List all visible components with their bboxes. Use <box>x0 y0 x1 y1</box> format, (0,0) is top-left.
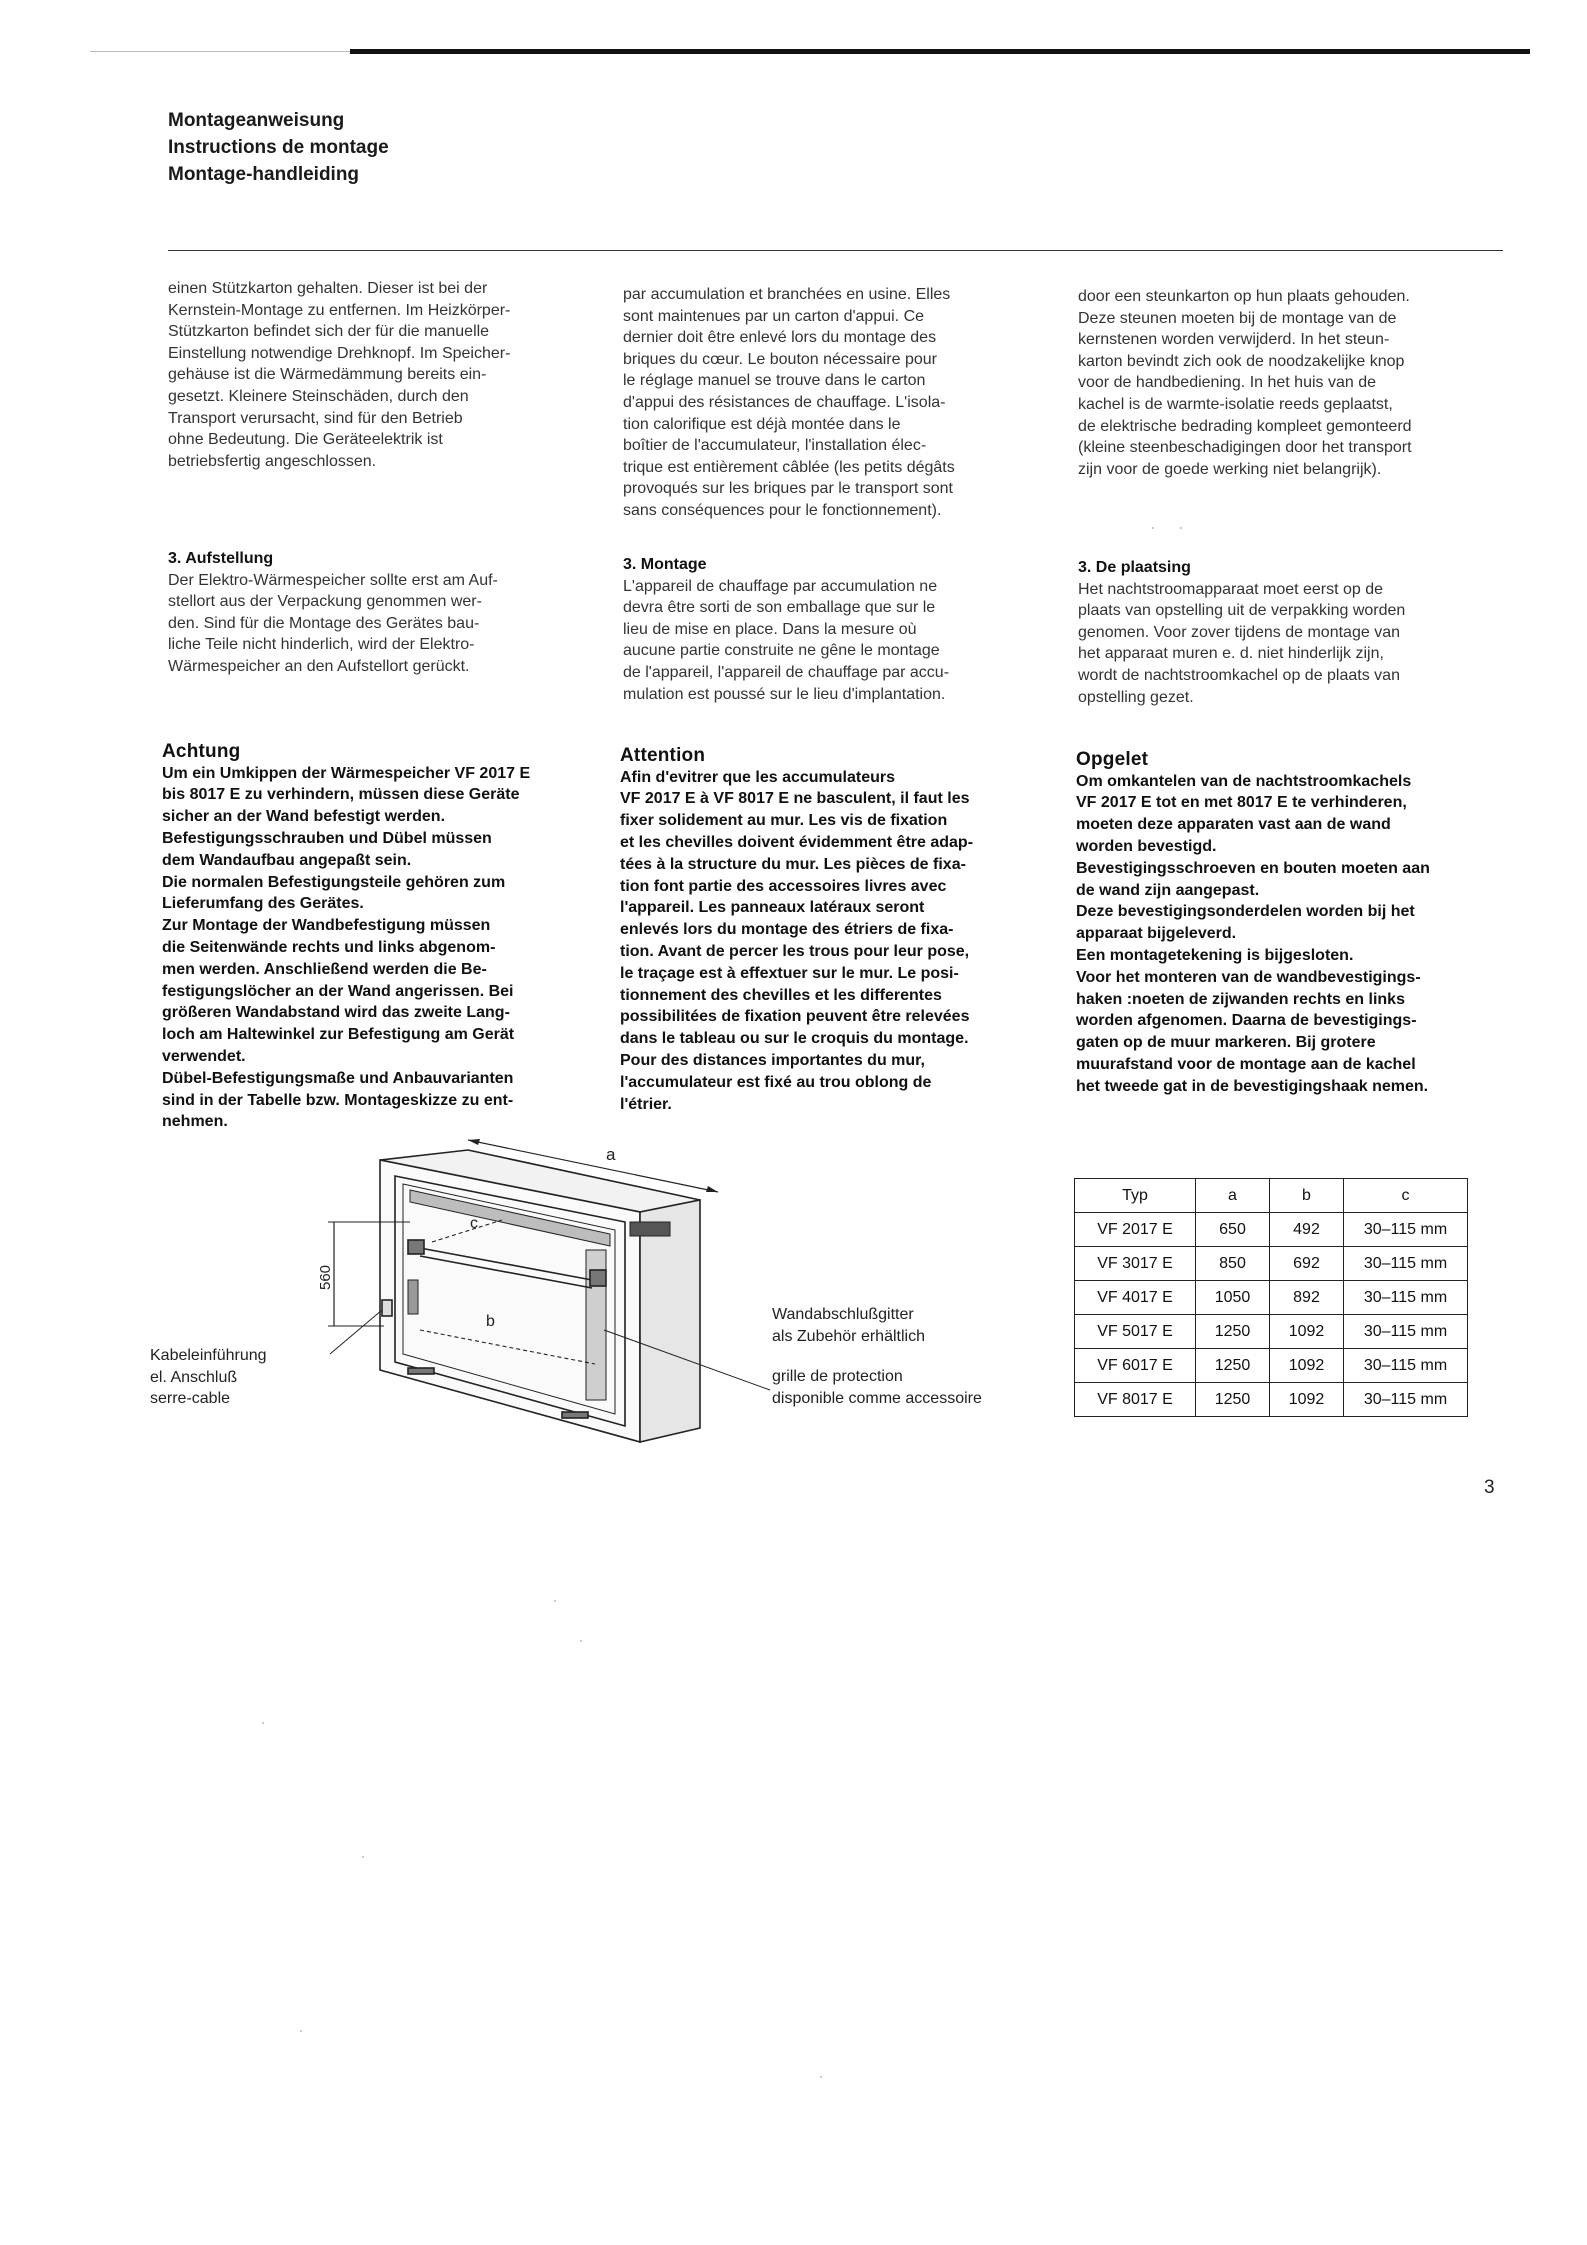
table-row <box>1075 1281 1468 1315</box>
scan-speck <box>554 1600 556 1602</box>
cell-a: 1250 <box>1196 1315 1270 1349</box>
header-typ: Typ <box>1075 1179 1196 1213</box>
section3-title-fr: 3. Montage <box>623 556 707 573</box>
scan-speck <box>300 2030 302 2032</box>
cell-c: 30–115 mm <box>1344 1383 1468 1417</box>
column-nl-warning <box>1076 749 1516 1098</box>
cell-b: 1092 <box>1270 1315 1344 1349</box>
column-de-intro <box>168 278 598 472</box>
table-row <box>1075 1247 1468 1281</box>
table-row <box>1075 1383 1468 1417</box>
caption-cable-entry: Kabeleinführung el. Anschluß serre-cable <box>150 1347 267 1408</box>
dimension-label-b: b <box>486 1313 495 1330</box>
header-b: b <box>1270 1179 1344 1213</box>
cell-b: 692 <box>1270 1247 1344 1281</box>
title-nl: Montage-handleiding <box>168 164 360 185</box>
scan-speck <box>362 1856 364 1858</box>
dimension-label-c: c <box>470 1215 478 1232</box>
cell-c: 30–115 mm <box>1344 1349 1468 1383</box>
header-a: a <box>1196 1179 1270 1213</box>
cell-b: 1092 <box>1270 1383 1344 1417</box>
cell-b: 1092 <box>1270 1349 1344 1383</box>
warning-text-nl: Om omkantelen van de nachtstroomkachels VF 2017 E tot en met 8017 E te verhinderen, moeten deze apparaten vast aan de wand worden bevestigd. Bevestigingsschroeven en bouten moeten aan de wand zijn aangepast. Deze bevestigingsonderdelen worden bij het apparaat bijgeleverd. Een montagetekening is bijgesloten. Voor het monteren van de wandbevestigings- haken :noeten de zijwanden rechts en links worden afgenomen. Daarna de bevestigings- gaten op de muur markeren. Bij grotere muurafstand voor de montage aan de kachel het tweede gat in de bevestigingshaak nemen. <box>1076 772 1430 1095</box>
table-row <box>1075 1315 1468 1349</box>
scan-speck <box>1152 527 1154 529</box>
cell-typ: VF 5017 E <box>1075 1315 1196 1349</box>
column-de-warning <box>162 741 602 1133</box>
column-nl-section3 <box>1078 557 1508 708</box>
scan-speck <box>820 2076 822 2078</box>
table-row <box>1075 1349 1468 1383</box>
warning-title-de: Achtung <box>162 741 241 762</box>
table-header-row <box>1075 1179 1468 1213</box>
caption-wall-grille-fr: grille de protection disponible comme accessoire <box>772 1368 982 1407</box>
cell-typ: VF 4017 E <box>1075 1281 1196 1315</box>
warning-text-de: Um ein Umkippen der Wärmespeicher VF 2017 E bis 8017 E zu verhindern, müssen diese Geräte sicher an der Wand befestigt werden. Befestigungsschrauben und Dübel müssen dem Wandaufbau angepaßt sein. Die normalen Befestigungsteile gehören zum Lieferumfang des Gerätes. Zur Montage der Wandbefestigung müssen die Seitenwände rechts und links abgenom- men werden. Anschließend werden die Be- festigungslöcher an der Wand angerissen. Bei größeren Wandabstand wird das zweite Lang- loch am Haltewinkel zur Befestigung am Gerät verwendet. Dübel-Befestigungsmaße und Anbauvarianten sind in der Tabelle bzw. Montageskizze zu ent- nehmen. <box>162 764 531 1131</box>
section3-title-de: 3. Aufstellung <box>168 550 274 567</box>
column-nl-intro <box>1078 286 1508 480</box>
page-number: 3 <box>1484 1477 1495 1498</box>
caption-wall-grille-de: Wandabschlußgitter als Zubehör erhältlich <box>772 1306 925 1345</box>
warning-title-fr: Attention <box>620 745 706 766</box>
cell-a: 850 <box>1196 1247 1270 1281</box>
dimensions-table <box>1074 1178 1468 1417</box>
cell-a: 650 <box>1196 1213 1270 1247</box>
section3-text-nl: Het nachtstroomapparaat moet eerst op de plaats van opstelling uit de verpakking worden genomen. Voor zover tijdens de montage van het apparaat muren e. d. niet hinderlijk zijn, wordt de nachtstroomkachel op de plaats van opstelling gezet. <box>1078 580 1406 706</box>
scan-speck <box>1180 527 1182 529</box>
title-fr: Instructions de montage <box>168 137 389 158</box>
cell-typ: VF 3017 E <box>1075 1247 1196 1281</box>
table-row <box>1075 1213 1468 1247</box>
cell-a: 1250 <box>1196 1349 1270 1383</box>
column-fr-intro <box>623 284 1053 522</box>
page-header <box>168 107 389 188</box>
column-fr-section3 <box>623 554 1053 705</box>
scan-speck <box>262 1722 264 1724</box>
cell-a: 1250 <box>1196 1383 1270 1417</box>
mounting-diagram <box>300 1130 780 1450</box>
cell-c: 30–115 mm <box>1344 1213 1468 1247</box>
dimension-label-560: 560 <box>317 1264 334 1290</box>
warning-title-nl: Opgelet <box>1076 749 1149 770</box>
cell-c: 30–115 mm <box>1344 1281 1468 1315</box>
column-fr-warning <box>620 745 1060 1115</box>
cell-b: 892 <box>1270 1281 1344 1315</box>
warning-text-fr: Afin d'evitrer que les accumulateurs VF 2017 E à VF 8017 E ne basculent, il faut les fixer solidement au mur. Les vis de fixation et les chevilles doivent évidemment être adap- tées à la structure du mur. Les pièces de fixa- tion font partie des accessoires livres avec l'appareil. Les panneaux latéraux seront enlevés lors du montage des étriers de fixa- tion. Avant de percer les trous pour leur pose, le traçage est à effextuer sur le mur. Le posi- tionnement des chevilles et les differentes possibilitées de fixation peuvent être relevées dans le tableau ou sur le croquis du montage. Pour des distances importantes du mur, l'accumulateur est fixé au trou oblong de l'étrier. <box>620 768 974 1113</box>
dimension-label-a: a <box>606 1145 616 1164</box>
header-divider <box>168 250 1503 251</box>
header-c: c <box>1344 1179 1468 1213</box>
top-rule <box>350 49 1530 54</box>
cell-typ: VF 6017 E <box>1075 1349 1196 1383</box>
cell-c: 30–115 mm <box>1344 1247 1468 1281</box>
title-de: Montageanweisung <box>168 110 345 131</box>
cell-a: 1050 <box>1196 1281 1270 1315</box>
top-rule-thin <box>90 51 350 52</box>
section3-text-fr: L'appareil de chauffage par accumulation ne devra être sorti de son emballage que sur le lieu de mise en place. Dans la mesure où aucune partie construite ne gêne le montage de l'appareil, l'appareil de chauffage par accu- mulation est poussé sur le lieu d'implantation. <box>623 577 950 703</box>
cell-c: 30–115 mm <box>1344 1315 1468 1349</box>
cell-typ: VF 8017 E <box>1075 1383 1196 1417</box>
section3-title-nl: 3. De plaatsing <box>1078 559 1191 576</box>
column-de-section3 <box>168 548 598 678</box>
intro-nl: door een steunkarton op hun plaats gehouden. Deze steunen moeten bij de montage van de kernstenen worden verwijderd. In het steun- karton bevindt zich ook de noodzakelijke knop voor de handbediening. In het huis van de kachel is de warmte-isolatie reeds geplaatst, de elektrische bedrading kompleet gemonteerd (kleine steenbeschadigingen door het transport zijn voor de goede werking niet belangrijk). <box>1078 288 1412 478</box>
intro-de: einen Stützkarton gehalten. Dieser ist bei der Kernstein-Montage zu entfernen. Im Heizkörper- Stützkarton befindet sich der für die manuelle Einstellung notwendige Drehknopf. Im Speicher- gehäuse ist die Wärmedämmung bereits ein- gesetzt. Kleinere Steinschäden, durch den Transport verursacht, sind für den Betrieb ohne Bedeutung. Die Geräteelektrik ist betriebsfertig angeschlossen. <box>168 280 511 470</box>
cell-typ: VF 2017 E <box>1075 1213 1196 1247</box>
cell-b: 492 <box>1270 1213 1344 1247</box>
section3-text-de: Der Elektro-Wärmespeicher sollte erst am Auf- stellort aus der Verpackung genommen wer- den. Sind für die Montage des Gerätes bau- liche Teile nicht hinderlich, wird der Elektro- Wärmespeicher an den Aufstellort gerückt. <box>168 571 498 675</box>
intro-fr: par accumulation et branchées en usine. Elles sont maintenues par un carton d'appui. Ce dernier doit être enlevé lors du montage des briques du cœur. Le bouton nécessaire pour le réglage manuel se trouve dans le carton d'appui des résistances de chauffage. L'isola- tion calorifique est déjà montée dans le boîtier de l'accumulateur, l'installation élec- trique est entièrement câblée (les petits dégâts provoqués sur les briques par le transport sont sans conséquences pour le fonctionnement). <box>623 286 955 519</box>
scan-speck <box>580 1640 582 1642</box>
